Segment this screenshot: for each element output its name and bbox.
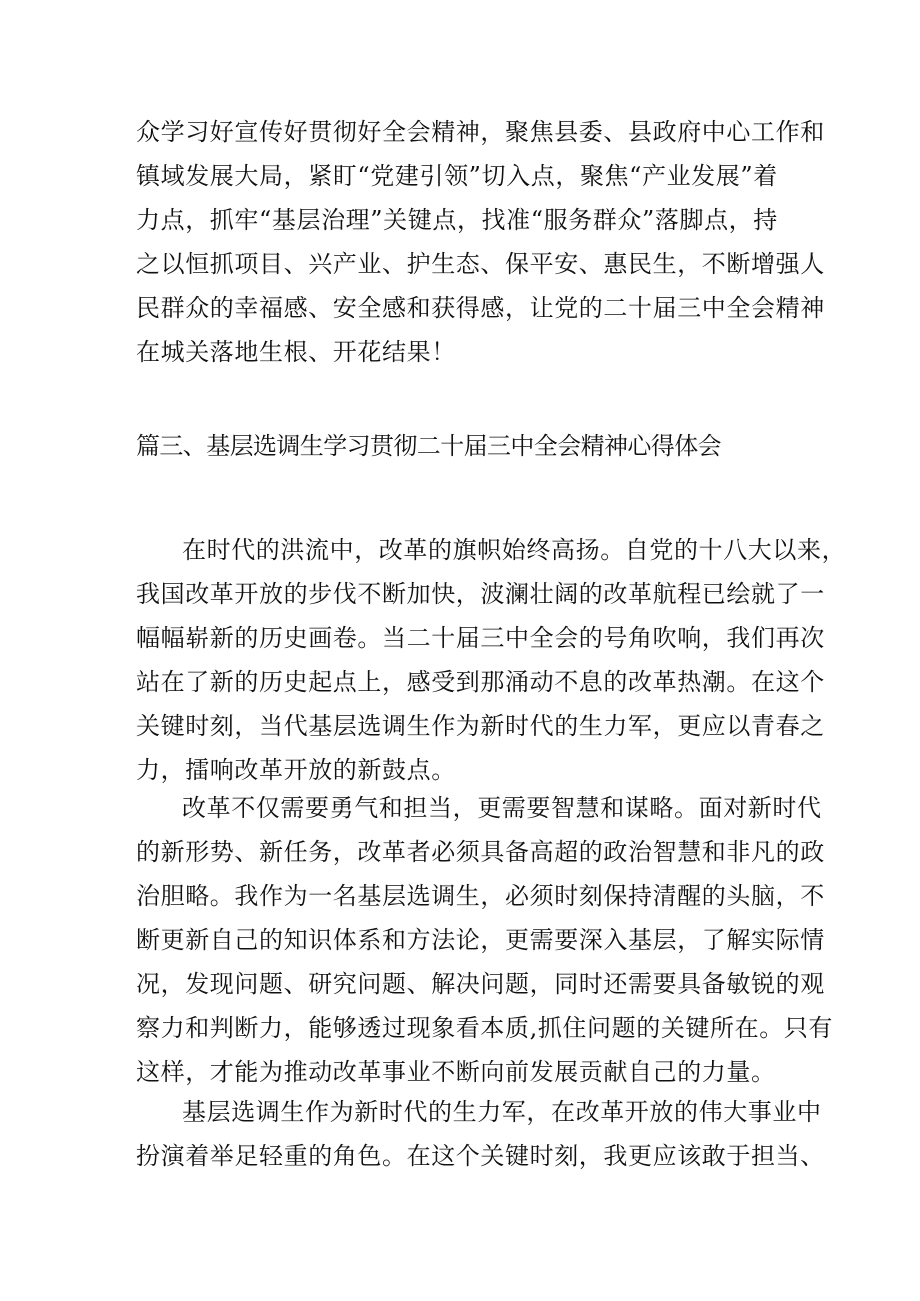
text-line: 改革不仅需要勇气和担当，更需要智慧和谋略。面对新时代 (182, 794, 822, 822)
text-line: 况，发现问题、研究问题、解决问题，同时还需要具备敏锐的观 (136, 970, 825, 998)
text-line: 关键时刻，当代基层选调生作为新时代的生力军，更应以青春之 (136, 712, 825, 740)
continuation-paragraph (136, 110, 825, 374)
paragraph-1 (136, 528, 847, 792)
text-line: 的新形势、新任务，改革者必须具备高超的政治智慧和非凡的政 (136, 838, 825, 866)
paragraph-3 (136, 1090, 825, 1178)
text-line: 扮演着举足轻重的角色。在这个关键时刻，我更应该敢于担当、 (136, 1142, 825, 1170)
text-line: 众学习好宣传好贯彻好全会精神，聚焦县委、县政府中心工作和 (136, 118, 825, 146)
section-heading: 篇三、基层选调生学习贯彻二十届三中全会精神心得体会 (136, 432, 721, 460)
text-line: 站在了新的历史起点上，感受到那涌动不息的改革热潮。在这个 (136, 668, 825, 696)
text-line: 力点，抓牢“基层治理”关键点，找准“服务群众”落脚点，持 (136, 206, 778, 234)
text-line: 基层选调生作为新时代的生力军，在改革开放的伟大事业中 (182, 1098, 822, 1126)
text-line: 幅幅崭新的历史画卷。当二十届三中全会的号角吹响，我们再次 (136, 624, 825, 652)
text-line: 在城关落地生根、开花结果！ (136, 338, 456, 366)
paragraph-2 (136, 786, 834, 1094)
text-line: 治胆略。我作为一名基层选调生，必须时刻保持清醒的头脑，不 (136, 882, 825, 910)
text-line: 断更新自己的知识体系和方法论，更需要深入基层，了解实际情 (136, 926, 825, 954)
text-line: 察力和判断力，能够透过现象看本质,抓住问题的关键所在。只有 (136, 1014, 834, 1042)
text-line: 之以恒抓项目、兴产业、护生态、保平安、惠民生，不断增强人 (136, 250, 825, 278)
text-line: 力，擂响改革开放的新鼓点。 (136, 756, 456, 784)
text-line: 我国改革开放的步伐不断加快，波澜壮阔的改革航程已绘就了一 (136, 580, 825, 608)
text-line: 这样，才能为推动改革事业不断向前发展贡献自己的力量。 (136, 1058, 776, 1086)
text-line: 民群众的幸福感、安全感和获得感，让党的二十届三中全会精神 (136, 294, 825, 322)
text-line: 在时代的洪流中，改革的旗帜始终高扬。自党的十八大以来， (182, 536, 847, 564)
text-line: 镇域发展大局，紧盯“党建引领”切入点，聚焦“产业发展”着 (136, 162, 778, 190)
